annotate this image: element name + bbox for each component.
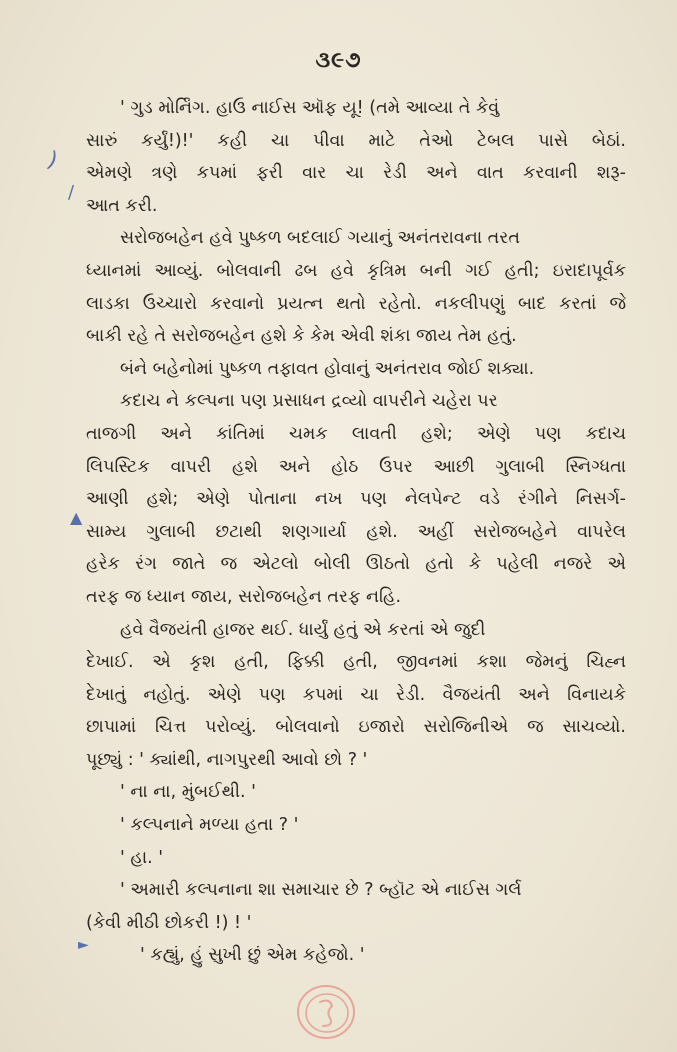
pen-margin-mark: ► [78,937,89,953]
text-line: હવે વૈજયંતી હાજર થઈ. ધાર્યું હતું એ કરતાં એ જુદી [120,619,486,640]
text-line: ' કલ્પનાને મળ્યા હતા ? ' [120,815,299,836]
text-line: તરફ જ ધ્યાન જાય, સરોજબહેન તરફ નહિ. [86,586,402,607]
text-line: (કેવી મીઠી છોકરી !) ! ' [86,912,252,933]
text-line: આણી હશે; એણે પોતાના નખ પણ નેલપેન્ટ વડે રંગીને નિસર્ગ- [86,489,626,510]
text-line: ' હા. ' [120,847,164,868]
text-line: ' અમારી કલ્પનાના શા સમાચાર છે ? બ્હૉટ એ નાઈસ ગર્લ [120,880,522,901]
text-line: દેખાતું નહોતું. એણે પણ કપમાં ચા રેડી. વૈજયંતી અને વિનાયકે [86,684,626,705]
text-line: ' કહ્યું, હું સુખી છું એમ કહેજો. ' [140,945,365,966]
pen-margin-mark: ) [43,147,61,174]
text-line: આત કરી. [86,195,158,216]
text-line: હરેક રંગ જાતે જ એટલો બોલી ઊઠતો હતો કે પહેલી નજરે એ [86,554,626,575]
text-line: તાજગી અને કાંતિમાં ચમક લાવતી હશે; એણે પણ કદાચ [86,423,626,444]
text-line: બંને બહેનોમાં પુષ્કળ તફાવત હોવાનું અનંતરાવ જોઈ શક્યા. [120,358,535,379]
text-line: છાપામાં ચિત્ત પરોવ્યું. બોલવાનો ઇજારો સરોજિનીએ જ સાચવ્યો. [86,717,626,738]
text-line: સારું કર્યું!)!' કહી ચા પીવા માટે તેઓ ટેબલ પાસે બેઠાં. [86,130,626,151]
text-line: એમણે ત્રણે કપમાં ફરી વાર ચા રેડી અને વાત કરવાની શરૂ- [86,163,626,184]
pen-margin-mark: / [68,182,75,203]
text-line: બાકી રહે તે સરોજબહેન હશે કે કેમ એવી શંકા જાય તેમ હતું. [86,326,517,347]
handwritten-stamp-icon [290,978,362,1042]
text-line: ' ના ના, મુંબઈથી. ' [120,782,256,803]
text-line: સામ્ય ગુલાબી છટાથી શણગાર્યા હશે. અહીં સરોજબહેને વાપરેલ [86,521,626,542]
text-line: લાડકા ઉચ્ચારો કરવાનો પ્રયત્ન થતો રહેતો. નકલીપણું બાદ કરતાં જે [86,293,626,314]
body-text [86,92,626,972]
pen-margin-mark: ▲ [70,508,83,527]
text-line: કદાચ ને કલ્પના પણ પ્રસાધન દ્રવ્યો વાપરીને ચહેરા પર [120,391,498,412]
text-line: ધ્યાનમાં આવ્યું. બોલવાની ઢબ હવે કૃત્રિમ બની ગઈ હતી; ઇરાદાપૂર્વક [86,260,626,281]
page-number: ૩૯૭ [315,48,362,73]
text-line: લિપસ્ટિક વાપરી હશે અને હોઠ ઉપર આછી ગુલાબી સ્નિગ્ધતા [86,456,626,477]
text-line: સરોજબહેન હવે પુષ્કળ બદલાઈ ગયાનું અનંતરાવના તરત [120,228,520,249]
text-line: પૂછ્યું : ' ક્યાંથી, નાગપુરથી આવો છો ? ' [86,749,368,770]
text-line: ' ગુડ મોર્નિંગ. હાઉ નાઈસ ઑફ યૂ! (તમે આવ્યા તે કેવું [120,98,500,118]
text-line: દેખાઈ. એ કૃશ હતી, ફિક્કી હતી, જીવનમાં કશા જેમનું ચિહ્ન [86,652,626,673]
